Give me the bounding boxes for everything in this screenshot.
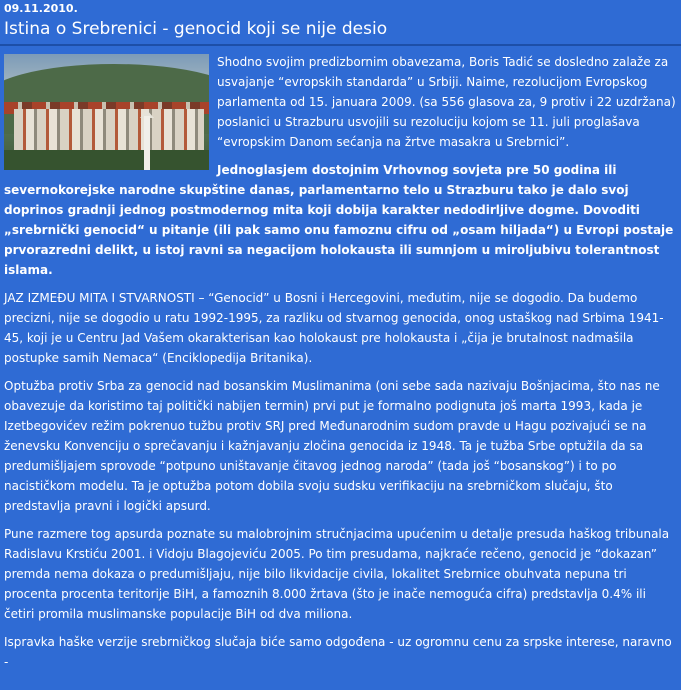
photo-minaret: [144, 116, 150, 170]
title-divider: [0, 44, 681, 46]
paragraph-6: Ispravka haške verzije srebrničkog slučaja biće samo odgođena - uz ogromnu cenu za srpske interese, naravno -: [4, 635, 672, 669]
srebrenica-photo: [4, 54, 209, 170]
paragraph-2: Jednoglasjem dostojnim Vrhovnog sovjeta pre 50 godina ili severnokorejske narodne skupštine danas, parlamentarno telo u Strazburu tako je dalo svoj doprinos gradnji jednog postmodernog mita koji dobija karakter nedodirljive dogme. Dovoditi „srebrnički genocid“ u pitanje (ili pak samo onu famoznu cifru od „osam hiljada“) u Evropi postaje prvorazredni delikt, u istoj ravni sa negacijom holokausta ili sumnjom u miroljubivu tolerantnost islama.: [4, 163, 674, 277]
paragraph-5: Pune razmere tog apsurda poznate su malobrojnim stručnjacima upućenim u detalje presuda haškog tribunala Radislavu Krstiću 2001. i Vidoju Blagojeviću 2005. Po tim presudama, najkraće rečeno, genocid je “dokazan” premda nema dokaza o predumišljaju, nije bilo likvidacije civila, lokalitet Srebrnice obuhvata nepuna tri procenta procenta teritorije BiH, a famoznih 8.000 žrtava (što je inače nemoguća cifra) predstavlja 0.4% ili četiri promila muslimanske populacije BiH od dva miliona.: [4, 527, 670, 621]
post-title[interactable]: Istina o Srebrenici - genocid koji se nije desio: [4, 19, 388, 39]
article-body: [4, 52, 676, 680]
photo-trees: [4, 150, 209, 170]
paragraph-4: Optužba protiv Srba za genocid nad bosanskim Muslimanima (oni sebe sada nazivaju Bošnjacima, što nas ne obavezuje da koristimo taj politički nabijen termin) prvi put je formalno podignuta još marta 1993, kada je Izetbegovićev režim pokrenuo tužbu protiv SRJ pred Međunarodnim sudom pravde u Hagu pozivajući se na ženevsku Konvenciju o sprečavanju i kažnjavanju zločina genocida iz 1948. Ta je tužba Srbe optužila da sa predumišljajem sprovode “potpuno uništavanje čitavog jednog naroda” (tada još “bosanskog”) i to po nacističkom modelu. Ta je optužba potom dobila svoju sudsku verifikaciju na srebrničkom slučaju, što predstavlja pravni i logički apsurd.: [4, 379, 660, 513]
paragraph-1: Shodno svojim predizbornim obavezama, Boris Tadić se dosledno zalaže za usvajanje “evropskih standarda” u Srbiji. Naime, rezolucijom Evropskog parlamenta od 15. januara 2009. (sa 556 glasova za, 9 protiv i 22 uzdržana) poslanici u Strazburu usvojili su rezoluciju kojom se 11. juli proglašava “evropskim Danom sećanja na žrtve masakra u Srebrnici”.: [217, 55, 676, 149]
paragraph-3: JAZ IZMEĐU MITA I STVARNOSTI – “Genocid” u Bosni i Hercegovini, međutim, nije se dogodio. Da budemo precizni, nije se dogodio u ratu 1992-1995, za razliku od stvarnog genocida, onog ustaškog nad Srbima 1941-45, koji je u Centru Jad Vašem okarakterisan kao holokaust pre holokausta i „čija je brutalnost nadmašila postupke samih Nemaca“ (Enciklopedija Britanika).: [4, 291, 664, 365]
post-date: 09.11.2010.: [4, 2, 78, 15]
